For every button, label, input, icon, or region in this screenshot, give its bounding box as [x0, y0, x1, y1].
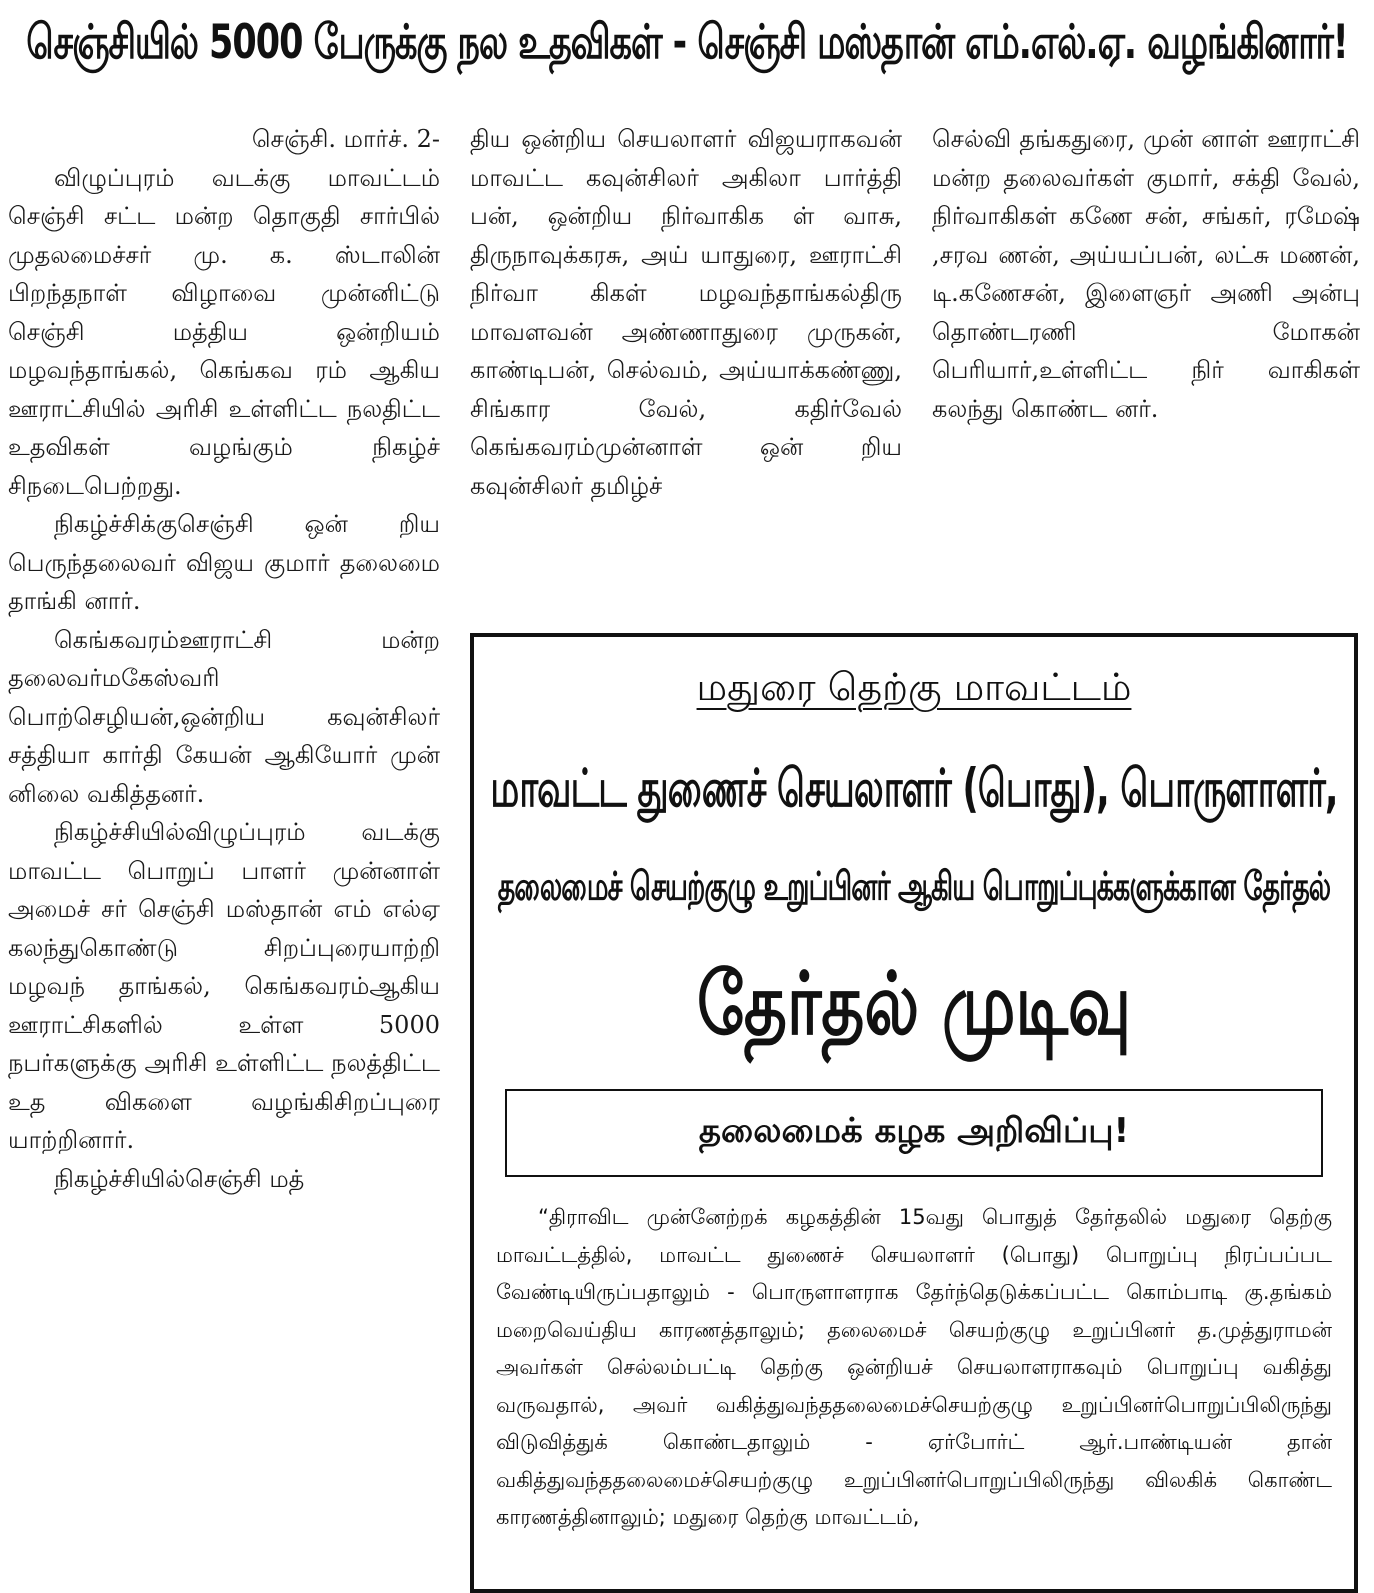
notice-district-text: மதுரை தெற்கு மாவட்டம் — [696, 665, 1132, 709]
notice-title-line-2: தலைமைச் செயற்குழு உறுப்பினர் ஆகிய பொறுப்புக்களுக்கான தேர்தல் — [497, 864, 1331, 910]
announcement-title: தலைமைக் கழக அறிவிப்பு! — [698, 1111, 1130, 1151]
notice-body — [496, 1199, 1332, 1537]
notice-district — [474, 665, 1354, 715]
election-notice-box — [470, 633, 1358, 1593]
notice-title-line-1: மாவட்ட துணைச் செயலாளர் (பொது), பொருளாளர், — [490, 759, 1338, 819]
article-column-2 — [470, 120, 902, 505]
article-column-1 — [8, 120, 440, 1582]
paragraph: செல்வி தங்கதுரை, முன் னாள் ஊராட்சி மன்ற தலைவர்கள் குமார், சக்தி வேல், நிர்வாகிகள் கணே சன், சங்கர், ரமேஷ் ,சரவ ணன், அய்யப்பன், லட்சு மணன், டி.கணேசன், இளைஞர் அணி அன்பு தொண்டரணி மோகன் பெரியார்,உள்ளிட்ட நிர் வாகிகள் கலந்து கொண்ட னர். — [932, 125, 1360, 423]
announcement-box — [505, 1089, 1323, 1177]
headline: செஞ்சியில் 5000 பேருக்கு நல உதவிகள் - செஞ்சி மஸ்தான் எம்.எல்.ஏ. வழங்கினார்! — [26, 16, 1348, 71]
dateline: செஞ்சி. மார்ச். 2- — [251, 125, 440, 153]
notice-result-heading: தேர்தல் முடிவு — [696, 954, 1132, 1055]
notice-paragraph: “திராவிட முன்னேற்றக் கழகத்தின் 15வது பொதுத் தேர்தலில் மதுரை தெற்கு மாவட்டத்தில், மாவட்ட துணைச் செயலாளர் (பொது) பொறுப்பு நிரப்பப்பட வேண்டியிருப்பதாலும் - பொருளாளராக தேர்ந்தெடுக்கப்பட்ட கொம்பாடி கு.தங்கம் மறைவெய்திய காரணத்தாலும்; தலைமைச் செயற்குழு உறுப்பினர் த.முத்துராமன் அவர்கள் செல்லம்பட்டி தெற்கு ஒன்றியச் செயலாளராகவும் பொறுப்பு வகித்து வருவதால், அவர் வகித்துவந்ததலைமைச்செயற்குழு உறுப்பினர்பொறுப்பிலிருந்து விடுவித்துக் கொண்டதாலும் - ஏர்போர்ட் ஆர்.பாண்டியன் தான் வகித்துவந்ததலைமைச்செயற்குழு உறுப்பினர்பொறுப்பிலிருந்து விலகிக் கொண்ட காரணத்தினாலும்; மதுரை தெற்கு மாவட்டம், — [496, 1205, 1332, 1529]
paragraph: நிகழ்ச்சியில்செஞ்சி மத் — [54, 1164, 305, 1193]
paragraph: கெங்கவரம்ஊராட்சி மன்ற தலைவர்மகேஸ்வரி பொற்செழியன்,ஒன்றிய கவுன்சிலர் சத்தியா கார்தி கேயன் ஆகியோர் முன் னிலை வகித்தனர். — [8, 625, 440, 808]
paragraph: திய ஒன்றிய செயலாளர் விஜயராகவன் மாவட்ட கவுன்சிலர் அகிலா பார்த்தி பன், ஒன்றிய நிர்வாகிக ள் வாசு, திருநாவுக்கரசு, அய் யாதுரை, ஊராட்சி நிர்வா கிகள் மழவந்தாங்கல்திரு மாவளவன் அண்ணாதுரை முருகன், காண்டிபன், செல்வம், அய்யாக்கண்ணு, சிங்கார வேல், கதிர்வேல் கெங்கவரம்முன்னாள் ஒன் றிய கவுன்சிலர் தமிழ்ச் — [470, 125, 902, 500]
paragraph: நிகழ்ச்சியில்விழுப்புரம் வடக்கு மாவட்ட பொறுப் பாளர் முன்னாள் அமைச் சர் செஞ்சி மஸ்தான் எம் எல்ஏ கலந்துகொண்டு சிறப்புரையாற்றி மழவந் தாங்கல், கெங்கவரம்ஆகிய ஊராட்சிகளில் உள்ள 5000 நபர்களுக்கு அரிசி உள்ளிட்ட நலத்திட்ட உத விகளை வழங்கிசிறப்புரை யாற்றினார். — [8, 818, 440, 1154]
article-column-3 — [932, 120, 1360, 428]
paragraph: விழுப்புரம் வடக்கு மாவட்டம் செஞ்சி சட்ட மன்ற தொகுதி சார்பில் முதலமைச்சர் மு. க. ஸ்டாலின் பிறந்தநாள் விழாவை முன்னிட்டு செஞ்சி மத்திய ஒன்றியம் மழவந்தாங்கல், கெங்கவ ரம் ஆகிய ஊராட்சியில் அரிசி உள்ளிட்ட நலதிட்ட உதவிகள் வழங்கும் நிகழ்ச் சிநடைபெற்றது. — [8, 163, 440, 500]
paragraph: நிகழ்ச்சிக்குசெஞ்சி ஒன் றிய பெருந்தலைவர் விஜய குமார் தலைமை தாங்கி னார். — [8, 510, 440, 615]
